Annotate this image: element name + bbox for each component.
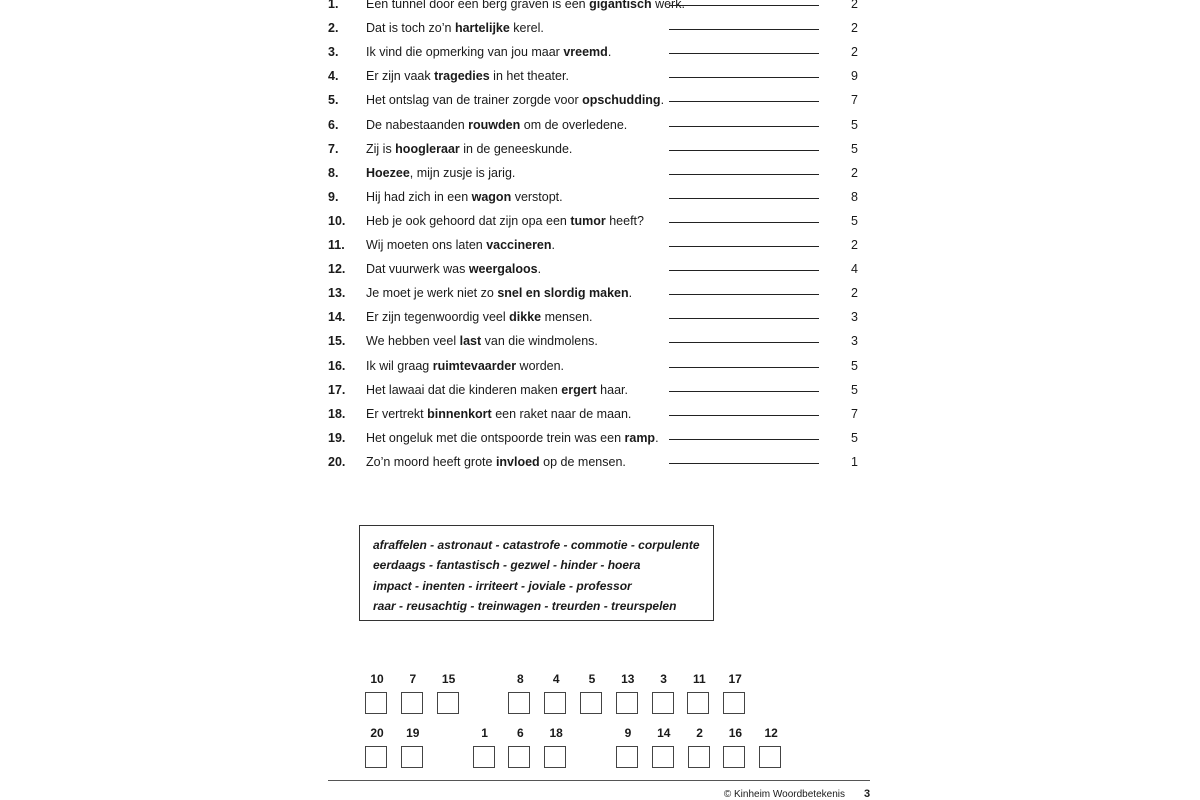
item-sentence [366, 334, 598, 348]
item-number: 15. [328, 334, 346, 349]
item-number: 9. [328, 189, 339, 204]
letter-position: 2 [851, 45, 858, 60]
sentence-text: mensen. [541, 310, 593, 325]
word-bank-line: impact - inenten - irriteert - joviale - professor [373, 578, 632, 593]
sentence-text: Zij is [366, 141, 396, 156]
letter-box[interactable] [616, 746, 638, 768]
code-number: 14 [657, 726, 671, 740]
item-number: 13. [328, 286, 346, 301]
target-word: ergert [561, 382, 597, 397]
target-word: dikke [509, 310, 542, 325]
word-bank-line: eerdaags - fantastisch - gezwel - hinder - hoera [373, 558, 641, 573]
answer-line[interactable] [669, 222, 819, 223]
letter-position: 7 [851, 93, 858, 108]
answer-line[interactable] [669, 29, 819, 30]
letter-position: 2 [851, 238, 858, 252]
sentence-text: Hij had zich in een [366, 189, 472, 204]
sentence-text: werk. [651, 0, 685, 11]
sentence-text: Ik wil graag [366, 358, 433, 373]
letter-box[interactable] [688, 746, 710, 768]
target-word: hoogleraar [395, 141, 460, 156]
letter-position: 9 [851, 69, 858, 84]
sentence-text: kerel. [509, 21, 544, 36]
letter-position: 5 [851, 430, 858, 445]
letter-box[interactable] [544, 746, 566, 768]
item-number: 20. [328, 454, 346, 469]
code-number: 12 [764, 726, 778, 740]
target-word: vreemd [563, 45, 608, 60]
letter-position: 8 [851, 189, 858, 204]
target-word: weergaloos [468, 262, 538, 277]
exercise-item [328, 0, 868, 21]
target-word: opschudding [582, 93, 661, 108]
letter-box[interactable] [365, 692, 387, 714]
letter-position: 5 [851, 358, 858, 373]
letter-box[interactable] [401, 692, 423, 714]
letter-position: 5 [851, 117, 858, 132]
code-number: 16 [728, 726, 743, 740]
answer-line[interactable] [669, 5, 819, 6]
item-number: 11. [328, 238, 345, 252]
exercise-item [328, 334, 868, 358]
letter-position: 2 [851, 0, 858, 11]
sentence-text: Heb je ook gehoord dat zijn opa een [366, 213, 571, 228]
target-word: wagon [471, 189, 512, 204]
sentence-text: op de mensen. [539, 454, 626, 469]
exercise-item [328, 190, 868, 214]
sentence-text: in de geneeskunde. [459, 141, 573, 156]
item-sentence [366, 310, 593, 324]
letter-position: 5 [851, 141, 858, 156]
sentence-text: verstopt. [511, 189, 563, 204]
footer-copyright: © Kinheim Woordbetekenis [723, 789, 845, 800]
answer-line[interactable] [669, 342, 819, 343]
item-sentence [366, 455, 626, 469]
letter-box[interactable] [723, 692, 745, 714]
sentence-text: . [607, 45, 612, 60]
item-number: 3. [328, 45, 339, 60]
sentence-text: De nabestaanden [366, 117, 469, 132]
answer-line[interactable] [669, 294, 819, 295]
sentence-text: een raket naar de maan. [491, 406, 632, 421]
exercise-item [328, 142, 868, 166]
code-number: 13 [621, 672, 635, 686]
item-number: 8. [328, 165, 339, 180]
answer-line[interactable] [669, 246, 819, 247]
exercise-item [328, 69, 868, 93]
item-number: 5. [328, 93, 339, 108]
code-number: 19 [406, 726, 420, 740]
letter-position: 2 [851, 21, 858, 36]
letter-position: 3 [851, 334, 858, 349]
code-number: 20 [370, 726, 384, 740]
sentence-text: Het ontslag van de trainer zorgde voor [366, 93, 583, 108]
footer-divider [328, 780, 870, 781]
answer-line[interactable] [669, 318, 819, 319]
target-word: hartelijke [454, 21, 510, 36]
answer-line[interactable] [669, 174, 819, 175]
letter-position: 2 [851, 165, 858, 180]
exercise-item [328, 93, 868, 117]
letter-box[interactable] [401, 746, 423, 768]
page-number: 3 [864, 788, 871, 800]
sentence-text: . [655, 430, 659, 445]
answer-line[interactable] [669, 367, 819, 368]
code-number: 1 [481, 726, 488, 740]
item-number: 19. [328, 430, 346, 445]
item-sentence [366, 166, 515, 180]
exercise-item [328, 118, 868, 142]
letter-position: 2 [851, 286, 858, 301]
letter-box[interactable] [616, 692, 638, 714]
code-number: 7 [409, 672, 417, 686]
target-word: tragedies [434, 69, 490, 84]
target-word: ramp [624, 430, 656, 445]
letter-box[interactable] [544, 692, 566, 714]
item-number: 6. [328, 117, 339, 132]
code-number: 6 [517, 726, 524, 740]
answer-line[interactable] [669, 391, 819, 392]
item-sentence [366, 238, 555, 252]
exercise-item [328, 383, 868, 407]
exercise-item [328, 262, 868, 286]
sentence-text: Er zijn tegenwoordig veel [366, 310, 510, 325]
code-number: 17 [728, 672, 742, 686]
item-sentence [366, 45, 611, 59]
item-sentence [366, 69, 569, 83]
letter-box[interactable] [759, 746, 781, 768]
sentence-text: om de overledene. [520, 117, 628, 132]
answer-line[interactable] [669, 439, 819, 440]
sentence-text: Je moet je werk niet zo [366, 286, 498, 301]
item-sentence [366, 21, 544, 35]
letter-box[interactable] [473, 746, 495, 768]
target-word: invloed [495, 454, 540, 469]
sentence-text: Wij moeten ons laten [366, 238, 487, 252]
code-number: 11 [693, 672, 706, 686]
exercise-item [328, 359, 868, 383]
code-number: 10 [370, 672, 384, 686]
code-number: 9 [624, 726, 632, 740]
target-word: vaccineren [486, 238, 552, 252]
answer-line[interactable] [669, 463, 819, 464]
target-word: ruimtevaarder [432, 358, 517, 373]
letter-position: 4 [851, 262, 858, 277]
item-number: 7. [328, 141, 339, 156]
letter-box[interactable] [652, 692, 674, 714]
sentence-text: Er vertrekt [366, 406, 428, 421]
sentence-text: . [551, 238, 556, 252]
word-bank-line: raar - reusachtig - treinwagen - treurden - treurspelen [373, 598, 677, 613]
letter-box[interactable] [508, 746, 530, 768]
item-number: 18. [328, 406, 346, 421]
item-number: 14. [328, 310, 346, 325]
code-number: 5 [588, 672, 596, 686]
code-number: 15 [441, 672, 456, 686]
exercise-item [328, 431, 868, 455]
sentence-text: Het ongeluk met die ontspoorde trein was een [366, 430, 625, 445]
exercise-item [328, 407, 868, 431]
answer-line[interactable] [669, 150, 819, 151]
code-number: 8 [517, 672, 524, 686]
sentence-text: in het theater. [489, 69, 569, 84]
item-sentence [366, 262, 541, 276]
item-sentence [366, 431, 659, 445]
target-word: gigantisch [589, 0, 652, 11]
letter-position: 5 [851, 382, 858, 397]
sentence-text: . [537, 262, 542, 277]
letter-position: 7 [851, 406, 858, 421]
item-sentence [366, 359, 564, 373]
target-word: tumor [570, 213, 606, 228]
letter-box[interactable] [723, 746, 745, 768]
item-number: 4. [328, 69, 339, 84]
answer-line[interactable] [669, 53, 819, 54]
code-number: 4 [552, 672, 560, 686]
letter-box[interactable] [508, 692, 530, 714]
item-number: 16. [328, 358, 346, 373]
sentence-text: . [628, 286, 633, 301]
answer-line[interactable] [669, 126, 819, 127]
letter-position: 5 [851, 213, 858, 228]
item-sentence [366, 93, 664, 107]
sentence-text: Een tunnel door een berg graven is een [366, 0, 590, 11]
item-sentence [366, 214, 644, 228]
target-word: Hoezee [366, 165, 410, 180]
word-bank-line: afraffelen - astronaut - catastrofe - commotie - corpulente [373, 538, 700, 552]
letter-box[interactable] [437, 692, 459, 714]
target-word: snel en slordig maken [497, 286, 629, 301]
target-word: last [459, 334, 482, 349]
letter-box[interactable] [365, 746, 387, 768]
item-sentence [366, 286, 632, 300]
sentence-text: Ik vind die opmerking van jou maar [366, 45, 564, 60]
exercise-item [328, 310, 868, 334]
target-word: rouwden [468, 117, 521, 132]
sentence-text: Het lawaai dat die kinderen maken [366, 382, 562, 397]
word-bank [359, 525, 714, 621]
item-number: 17. [328, 382, 346, 397]
answer-line[interactable] [669, 270, 819, 271]
sentence-text: Zo’n moord heeft grote [366, 454, 496, 469]
item-sentence [366, 0, 685, 11]
exercise-item [328, 238, 868, 262]
sentence-text: Dat is toch zo’n [366, 21, 455, 36]
sentence-text: . [660, 93, 665, 108]
exercise-item [328, 214, 868, 238]
sentence-text: heeft? [605, 213, 644, 228]
exercise-item [328, 455, 868, 479]
sentence-text: Dat vuurwerk was [366, 262, 469, 277]
sentence-text: We hebben veel [366, 334, 460, 349]
item-number: 12. [328, 262, 346, 277]
letter-position: 3 [851, 310, 858, 325]
item-number: 1. [328, 0, 339, 11]
item-sentence [366, 118, 627, 132]
letter-box[interactable] [580, 692, 602, 714]
answer-line[interactable] [669, 77, 819, 78]
answer-line[interactable] [669, 101, 819, 102]
exercise-item [328, 45, 868, 69]
code-number: 3 [660, 672, 667, 686]
item-number: 10. [328, 213, 346, 228]
target-word: binnenkort [427, 406, 492, 421]
item-sentence [366, 190, 563, 204]
item-sentence [366, 142, 572, 156]
code-number: 18 [549, 726, 563, 740]
letter-position: 1 [851, 454, 858, 469]
item-sentence [366, 407, 631, 421]
item-sentence [366, 383, 628, 397]
letter-box[interactable] [687, 692, 709, 714]
letter-box[interactable] [652, 746, 674, 768]
item-number: 2. [328, 21, 339, 36]
exercise-item [328, 166, 868, 190]
exercise-item [328, 286, 868, 310]
answer-line[interactable] [669, 415, 819, 416]
sentence-text: haar. [596, 382, 628, 397]
answer-line[interactable] [669, 198, 819, 199]
exercise-item [328, 21, 868, 45]
code-number: 2 [696, 726, 703, 740]
sentence-text: van die windmolens. [481, 334, 598, 349]
sentence-text: , mijn zusje is jarig. [409, 165, 516, 180]
sentence-text: worden. [516, 358, 565, 373]
sentence-text: Er zijn vaak [366, 69, 435, 84]
